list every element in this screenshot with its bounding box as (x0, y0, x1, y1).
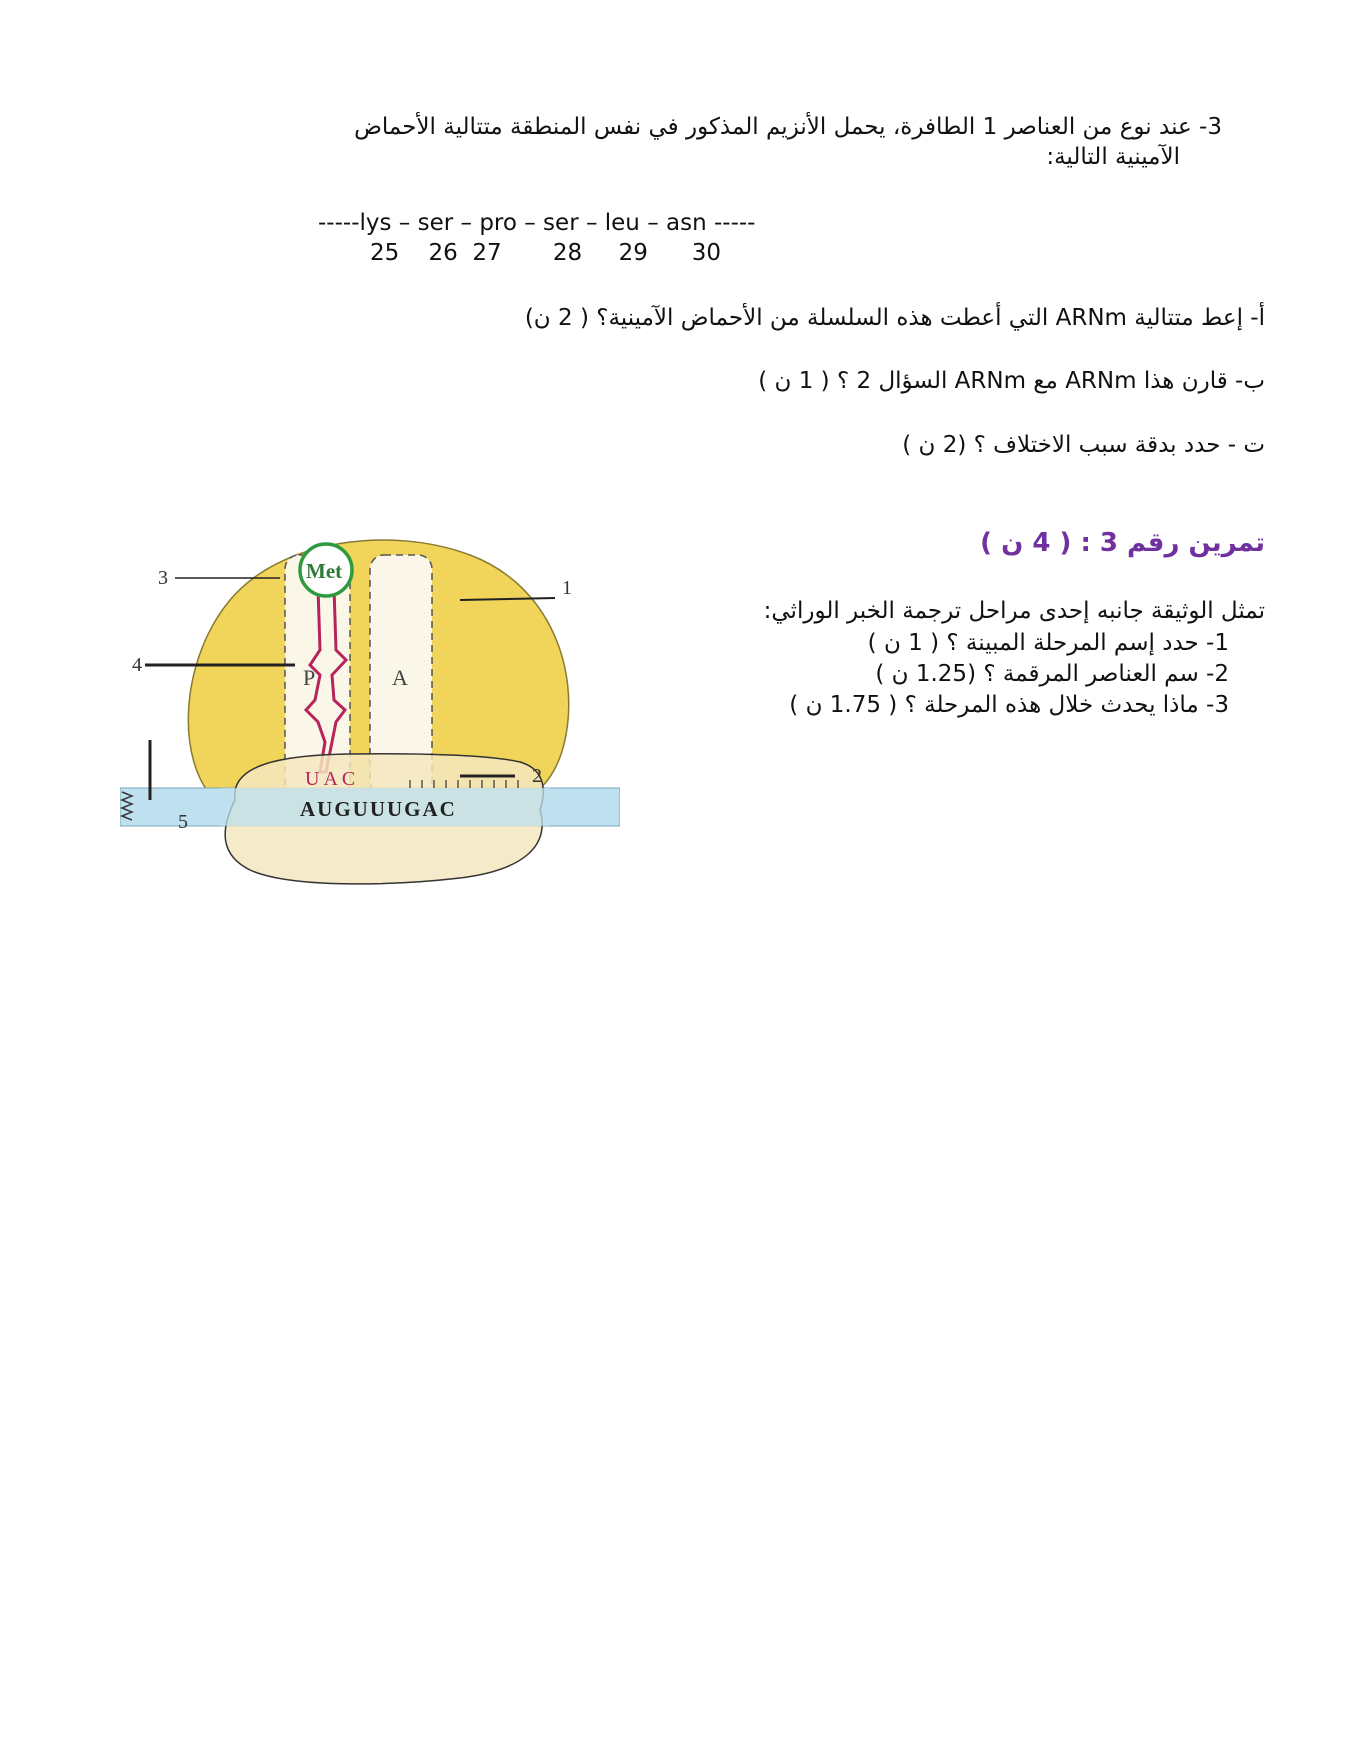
exercise3-title: تمرين رقم 3 : ( 4 ن ) (980, 528, 1265, 558)
label-1: 1 (562, 577, 572, 599)
mrna-sequence: AUGUUUGAC (300, 797, 457, 821)
sequence-positions: 25 26 27 28 29 30 (370, 240, 722, 266)
site-p-label: P (303, 665, 316, 690)
met-label: Met (306, 559, 343, 583)
exercise3-item-1: 1- حدد إسم المرحلة المبينة ؟ ( 1 ن ) (867, 630, 1229, 656)
exercise3-item-3: 3- ماذا يحدث خلال هذه المرحلة ؟ ( 1.75 ن ) (789, 692, 1229, 718)
q3-question-b: ب- قارن هذا ARNm مع ARNm السؤال 2 ؟ ( 1 ن ) (758, 368, 1265, 394)
label-5: 5 (178, 811, 188, 833)
exercise3-item-2: 2- سم العناصر المرقمة ؟ (1.25 ن ) (875, 661, 1229, 687)
q3-line2: الآمينية التالية: (1046, 144, 1180, 170)
amino-acid-sequence: -----lys – ser – pro – ser – leu – asn ----- (318, 210, 756, 236)
label-4: 4 (132, 654, 142, 676)
label-2: 2 (532, 765, 542, 787)
ribosome-translation-figure (120, 510, 620, 930)
q3-question-t: ت - حدد بدقة سبب الاختلاف ؟ (2 ن ) (902, 432, 1265, 458)
label-3: 3 (158, 567, 168, 589)
site-a-label: A (392, 665, 408, 690)
q3-question-a: أ- إعط متتالية ARNm التي أعطت هذه السلسلة من الأحماض الآمينية؟ ( 2 ن) (524, 305, 1265, 331)
anticodon: UAC (305, 768, 360, 790)
exercise3-intro: تمثل الوثيقة جانبه إحدى مراحل ترجمة الخبر الوراثي: (763, 598, 1265, 624)
q3-line1: 3- عند نوع من العناصر 1 الطافرة، يحمل الأنزيم المذكور في نفس المنطقة متتالية الأحماض (354, 114, 1222, 140)
